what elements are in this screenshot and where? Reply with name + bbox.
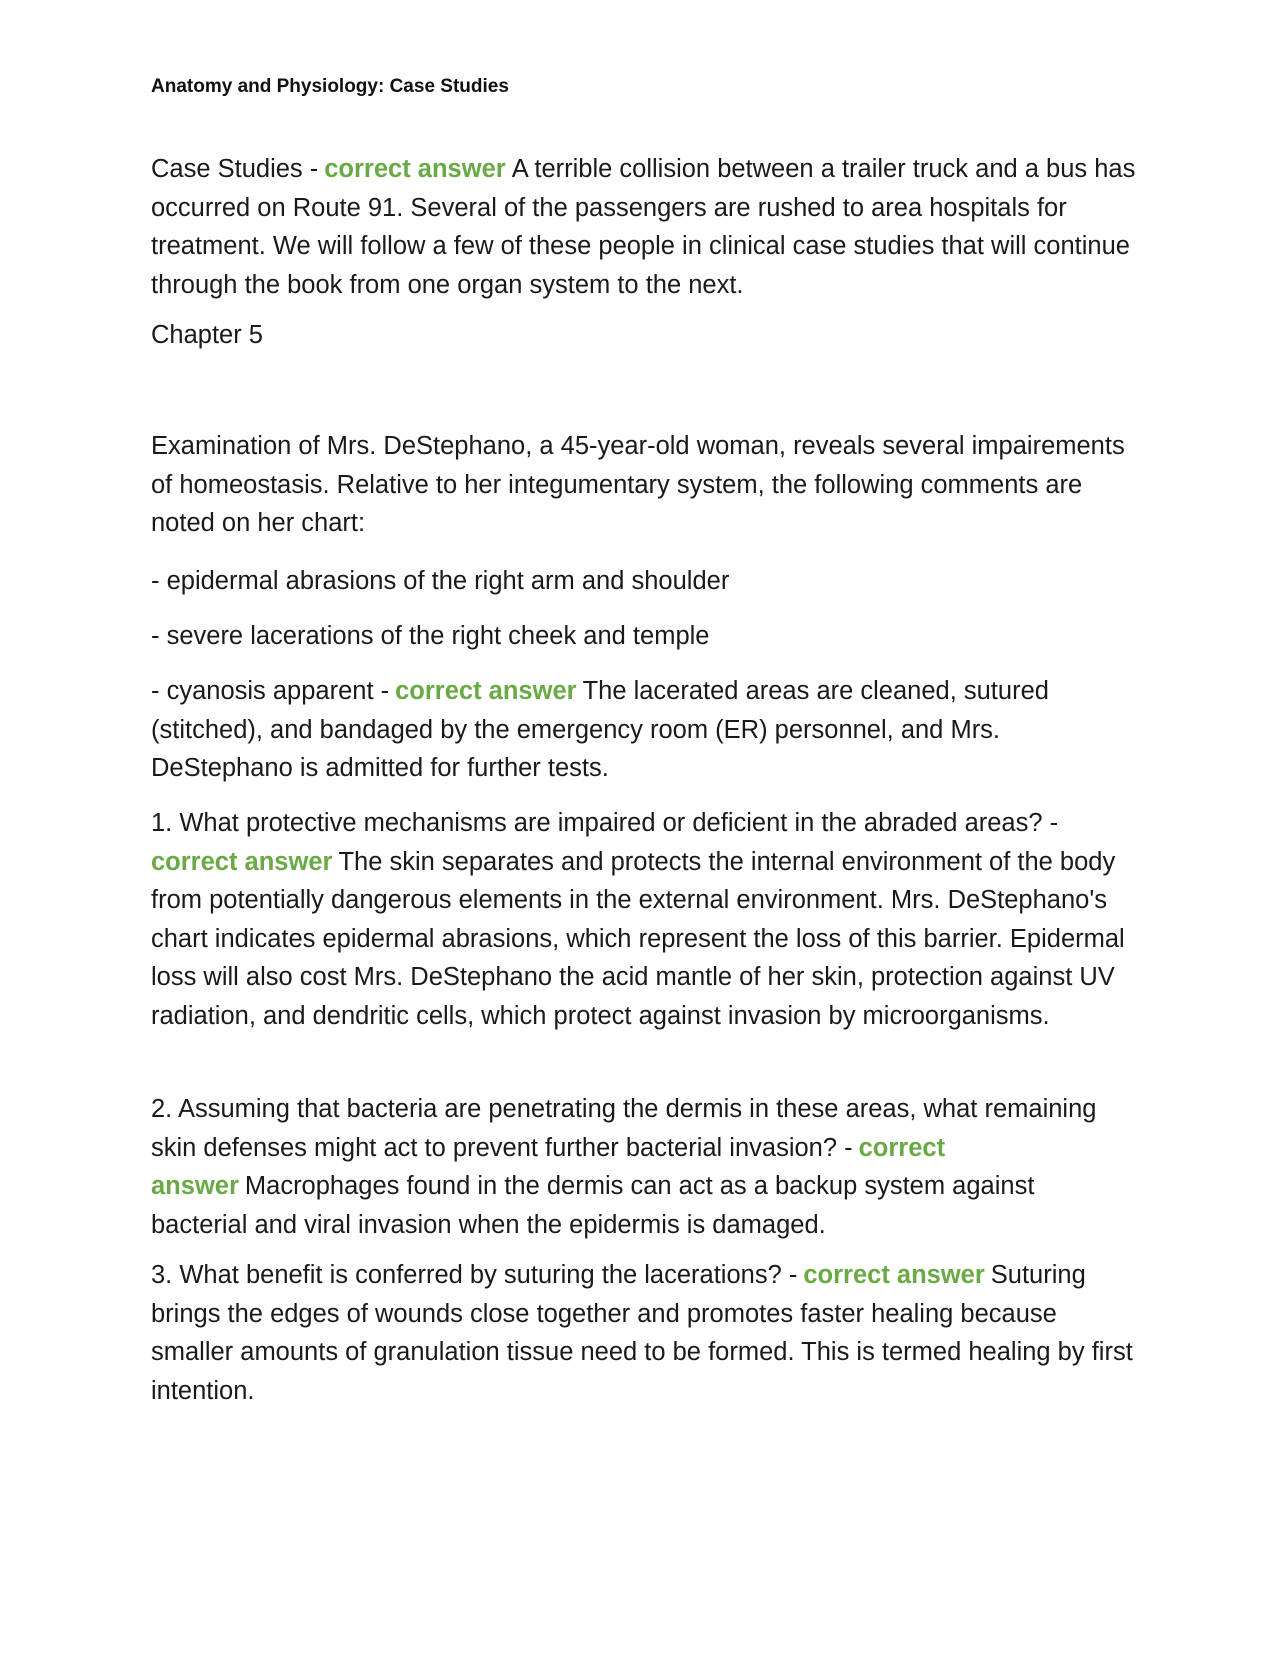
chart-note-lacerations <box>151 617 1136 656</box>
question-3-answer: Suturing brings the edges of wounds close together and promotes faster healing because smaller amounts of granulation tissue need to be formed. This is termed healing by first intention. <box>151 1261 1133 1405</box>
correct-answer-label: correct answer <box>151 1133 946 1200</box>
question-2-text: 2. Assuming that bacteria are penetrating the dermis in these areas, what remaining skin defenses might act to prevent further bacterial invasion? - <box>151 1095 1097 1162</box>
chapter-label: Chapter 5 <box>151 321 263 349</box>
question-1-answer: The skin separates and protects the internal environment of the body from potentially dangerous elements in the external environment. Mrs. DeStephano's chart indicates epidermal abrasions, which represent the loss of this barrier. Epidermal loss will also cost Mrs. DeStephano the acid mantle of her skin, protection against UV radiation, and dendritic cells, which protect against invasion by microorganisms. <box>151 847 1125 1030</box>
question-1 <box>151 804 1136 1035</box>
correct-answer-label: correct answer <box>324 155 506 183</box>
document-header: Anatomy and Physiology: Case Studies <box>151 76 509 97</box>
intro-question: Case Studies - <box>151 155 319 183</box>
intro-paragraph <box>151 150 1136 304</box>
intro-answer: A terrible collision between a trailer truck and a bus has occurred on Route 91. Several of the passengers are rushed to area hospitals for treatment. We will follow a few of these people in clinical case studies that will continue through the book from one organ system to the next. <box>151 155 1136 299</box>
correct-answer-label: correct answer <box>151 847 333 876</box>
correct-answer-label: correct answer <box>395 677 577 705</box>
cyanosis-question: - cyanosis apparent - <box>151 677 390 705</box>
question-3 <box>151 1256 1136 1410</box>
chart-note-lacerations-text: - severe lacerations of the right cheek and temple <box>151 622 710 650</box>
exam-intro-paragraph <box>151 427 1136 543</box>
exam-intro-text: Examination of Mrs. DeStephano, a 45-year-old woman, reveals several impairements of homeostasis. Relative to her integumentary system, the following comments are noted on her chart: <box>151 432 1125 537</box>
chart-note-cyanosis <box>151 672 1136 788</box>
chart-note-abrasions-text: - epidermal abrasions of the right arm and shoulder <box>151 567 730 595</box>
chapter-heading <box>151 316 1136 355</box>
correct-answer-label: correct answer <box>803 1261 985 1289</box>
cyanosis-answer: The lacerated areas are cleaned, sutured (stitched), and bandaged by the emergency room (ER) personnel, and Mrs. DeStephano is admitted for further tests. <box>151 677 1049 782</box>
question-1-text: 1. What protective mechanisms are impaired or deficient in the abraded areas? - <box>151 809 1059 837</box>
question-2-answer: Macrophages found in the dermis can act as a backup system against bacterial and viral invasion when the epidermis is damaged. <box>151 1172 1035 1239</box>
question-3-text: 3. What benefit is conferred by suturing the lacerations? - <box>151 1261 798 1289</box>
question-2 <box>151 1090 1136 1244</box>
chart-note-abrasions <box>151 562 1136 601</box>
